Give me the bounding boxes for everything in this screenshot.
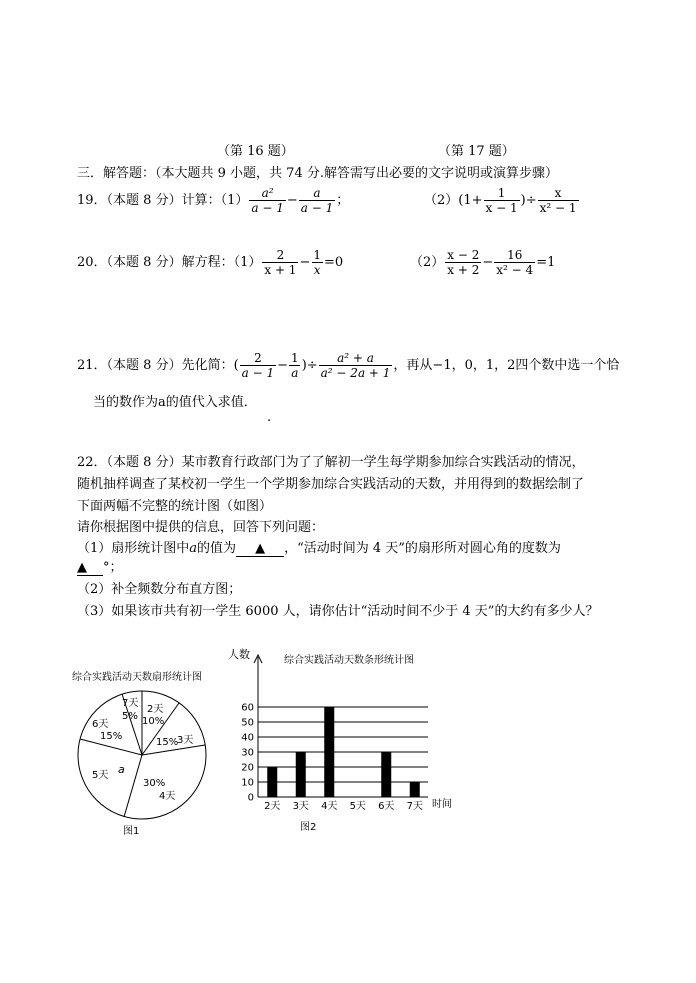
bar-3天: [296, 752, 306, 797]
pie-label-6days: 6天: [92, 719, 109, 730]
y-tick-label: 60: [241, 702, 254, 714]
y-tick-label: 0: [247, 792, 254, 804]
bar-6天: [381, 752, 391, 797]
pie-pct-3days: 15%: [156, 737, 179, 748]
fig16-caption: （第 16 题）: [217, 144, 294, 159]
q19-frac1: $\frac{\text{a²}}{a - 1}$: [251, 186, 284, 215]
y-tick-label: 20: [241, 762, 254, 774]
y-tick-label: 40: [241, 732, 254, 744]
q20-part1: 20．（本题 8 分）解方程：（1） $\frac{2}{x + 1}$ − $\frac{1}{x}$ =0: [77, 248, 344, 277]
x-axis-label: 时间: [432, 799, 452, 810]
pie-label-4days: 4天: [159, 791, 176, 802]
bar-grid: [258, 707, 428, 782]
q22-line3: 下面两幅不完整的统计图（如图）: [77, 499, 273, 514]
bar-2天: [267, 767, 277, 797]
pie-pct-4days: 30%: [143, 778, 166, 789]
x-tick-label: 3天: [292, 801, 309, 812]
y-tick-label: 50: [241, 717, 254, 729]
answer-blank-2: ▲: [77, 560, 103, 576]
q19-part1: 19．（本题 8 分）计算：（1） $\frac{\text{a²}}{a - 1}$ − $\frac{a}{a - 1}$ ；: [77, 186, 350, 215]
answer-blank-1: ▲: [236, 541, 284, 557]
q19-frac2: $\frac{a}{a - 1}$: [300, 186, 334, 215]
bar-4天: [324, 707, 334, 797]
q21-dot: .: [267, 410, 272, 425]
q19-prefix: 19．（本题 8 分）计算：（1）: [77, 193, 249, 208]
pie-pct-6days: 15%: [100, 731, 123, 742]
q19-frac3: $\frac{1}{x - 1}$: [485, 186, 518, 215]
q22-sub1-cont: ▲ °；: [77, 560, 123, 575]
q20-prefix: 20．（本题 8 分）解方程：（1）: [77, 255, 262, 270]
pie-label-5days: 5天: [92, 770, 109, 781]
q19-part2: （2）(1+ $\frac{1}{x - 1}$ )÷ $\frac{x}{\text{x² − 1}}$: [424, 186, 577, 215]
q22-sub3: （3）如果该市共有初一学生 6000 人，请你估计“活动时间不少于 4 天”的大约有多少人？: [77, 604, 599, 619]
q19-frac4: $\frac{x}{\text{x² − 1}}$: [539, 186, 577, 215]
bar-xticks: [264, 800, 423, 812]
x-tick-label: 4天: [321, 801, 338, 812]
pie-label-7days: 7天: [122, 698, 139, 709]
y-tick-label: 30: [241, 747, 254, 759]
q22-line1: 22．（本题 8 分）某市教育行政部门为了了解初一学生每学期参加综合实践活动的情况，: [77, 455, 585, 470]
pie-caption: 图1: [123, 826, 140, 837]
bar-7天: [410, 782, 420, 797]
q21-line2: 当的数作为a的值代入求值．: [93, 395, 257, 410]
pie-label-3days: 3天: [177, 735, 194, 746]
pie-title: 综合实践活动天数扇形统计图: [72, 672, 202, 683]
q22-line4: 请你根据图中提供的信息，回答下列问题：: [77, 520, 325, 535]
q22-line2: 随机抽样调查了某校初一学生一个学期参加综合实践活动的天数，并用得到的数据绘制了: [77, 477, 585, 492]
x-tick-label: 6天: [378, 801, 395, 812]
section-header: 三．解答题：（本大题共 9 小题，共 74 分.解答需写出必要的文字说明或演算步骤）: [77, 166, 558, 181]
y-axis-label: 人数: [228, 648, 250, 661]
pie-label-2days: 2天: [147, 704, 164, 715]
q22-sub1: （1）扇形统计图中a的值为 ▲ ，“活动时间为 4 天”的扇形所对圆心角的度数为: [77, 541, 561, 556]
bar-yticks: [241, 703, 254, 804]
y-tick-label: 10: [241, 777, 254, 789]
pie-var-a: a: [118, 763, 125, 776]
fig17-caption: （第 17 题）: [438, 144, 515, 159]
x-tick-label: 7天: [406, 801, 423, 812]
q21-line1: 21．（本题 8 分）先化简：( $\frac{2}{a - 1}$ − $\frac{1}{a}$ )÷ $\frac{\text{a² + a}}{\text{a² − 2a + 1}}$ ，再从−1，0，1，2四个数中选一个恰: [77, 351, 620, 380]
x-tick-label: 5天: [349, 801, 366, 812]
pie-chart: [70, 685, 220, 835]
bar-title: 综合实践活动天数条形统计图: [284, 655, 414, 666]
q22-sub2: （2）补全频数分布直方图；: [77, 582, 242, 597]
bar-chart: [222, 645, 462, 835]
x-tick-label: 2天: [264, 801, 281, 812]
q20-part2: （2） $\frac{x - 2}{x + 2}$ − $\frac{16}{\text{x² − 4}}$ =1: [410, 248, 556, 277]
bar-caption: 图2: [300, 822, 317, 833]
pie-pct-7days: 5%: [122, 711, 138, 722]
pie-pct-2days: 10%: [142, 716, 165, 727]
